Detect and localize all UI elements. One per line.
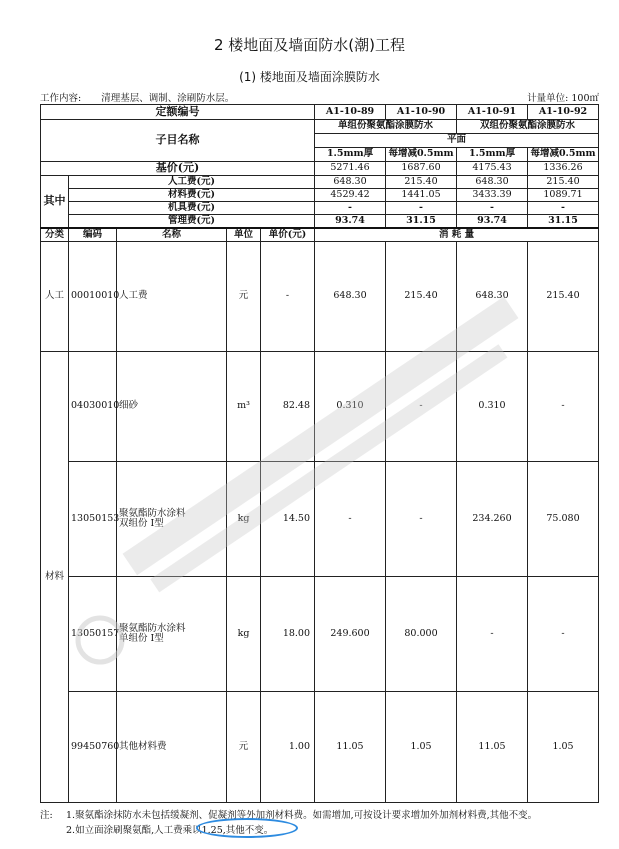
plane-label: 平面 [315,134,599,148]
thickness-label: 每增减0.5mm [386,148,457,162]
table-row [41,577,599,692]
row-unit: kg [227,462,261,577]
quota-table [40,104,599,803]
row-value: 1.05 [528,692,599,803]
row-name [117,462,227,577]
row-value: 215.40 [528,242,599,352]
machine-cost-label: 机具费(元) [69,202,315,215]
thickness-label: 1.5mm厚 [457,148,528,162]
row-price: - [261,242,315,352]
row-name: 其他材料费 [117,692,227,803]
row-value: 215.40 [386,242,457,352]
item-name-label: 子目名称 [41,120,315,162]
management-cost: 31.15 [528,215,599,228]
row-value: 11.05 [315,692,386,803]
section-subtitle: (1) 楼地面及墙面涂膜防水 [239,70,380,84]
quota-code: A1-10-91 [457,105,528,120]
labor-cost: 648.30 [457,176,528,189]
row-name-line: 聚氨酯防水涂料 [119,507,186,519]
row-price: 82.48 [261,352,315,462]
machine-cost: - [457,202,528,215]
thickness-label: 每增减0.5mm [528,148,599,162]
row-value: - [386,352,457,462]
row-name: 细砂 [117,352,227,462]
notes-label: 注: [40,810,53,821]
col-unit: 单位 [227,228,261,242]
management-cost-label: 管理费(元) [69,215,315,228]
work-content-label: 工作内容: [40,93,82,104]
annotation-ellipse [196,818,298,838]
work-content-value: 清理基层、调制、涂刷防水层。 [101,93,235,104]
material-cost-label: 材料费(元) [69,189,315,202]
table-row [41,462,599,577]
row-value: 0.310 [457,352,528,462]
labor-cost: 215.40 [386,176,457,189]
row-code: 13050153 [69,462,117,577]
material-cost: 4529.42 [315,189,386,202]
base-price: 1336.26 [528,162,599,176]
category-material: 材料 [41,352,69,803]
col-consumption: 消 耗 量 [315,228,599,242]
base-price: 4175.43 [457,162,528,176]
table-row [41,352,599,462]
category-labor: 人工 [41,242,69,352]
base-price: 1687.60 [386,162,457,176]
base-price-label: 基价(元) [41,162,315,176]
labor-cost: 215.40 [528,176,599,189]
row-unit: 元 [227,692,261,803]
row-name-spec: 单组份 I型 [119,633,164,644]
row-value: - [457,577,528,692]
row-value: 11.05 [457,692,528,803]
row-value: - [528,352,599,462]
row-code: 99450760 [69,692,117,803]
note-text: 2.如立面涂刷聚氨酯,人工费乘以1.25,其他不变。 [66,825,274,836]
row-value: 648.30 [315,242,386,352]
machine-cost: - [528,202,599,215]
quota-code: A1-10-92 [528,105,599,120]
table-row [41,242,599,352]
page-title: 2 楼地面及墙面防水(潮)工程 [213,36,406,54]
management-cost: 31.15 [386,215,457,228]
note-text: 1.聚氨酯涂抹防水未包括缓凝剂、促凝剂等外加剂材料费。如需增加,可按设计要求增加外加剂材料费,其他不变。 [66,810,538,821]
row-name-line: 聚氨酯防水涂料 [119,622,186,634]
row-unit: m³ [227,352,261,462]
row-code: 04030010 [69,352,117,462]
row-value: 75.080 [528,462,599,577]
row-value: 249.600 [315,577,386,692]
row-value: 1.05 [386,692,457,803]
row-unit: 元 [227,242,261,352]
row-price: 1.00 [261,692,315,803]
material-cost: 1441.05 [386,189,457,202]
material-cost: 1089.71 [528,189,599,202]
work-content [40,90,234,104]
row-value: - [315,462,386,577]
base-price: 5271.46 [315,162,386,176]
row-value: - [528,577,599,692]
material-cost: 3433.39 [457,189,528,202]
table-row [41,692,599,803]
row-code: 00010010 [69,242,117,352]
group-two-component: 双组份聚氨酯涂膜防水 [457,120,599,134]
management-cost: 93.74 [457,215,528,228]
row-name: 人工费 [117,242,227,352]
col-code: 编码 [69,228,117,242]
row-unit: kg [227,577,261,692]
row-price: 18.00 [261,577,315,692]
machine-cost: - [315,202,386,215]
row-value: 648.30 [457,242,528,352]
group-single-component: 单组份聚氨酯涂膜防水 [315,120,457,134]
code-label: 定额编号 [41,105,315,120]
note-line [40,808,537,823]
col-category: 分类 [41,228,69,242]
thickness-label: 1.5mm厚 [315,148,386,162]
among-label: 其中 [41,176,69,228]
quota-code: A1-10-89 [315,105,386,120]
row-value: 80.000 [386,577,457,692]
labor-cost: 648.30 [315,176,386,189]
machine-cost: - [386,202,457,215]
row-value: 0.310 [315,352,386,462]
col-price: 单价(元) [261,228,315,242]
row-name-spec: 双组份 I型 [119,518,164,529]
row-name [117,577,227,692]
management-cost: 93.74 [315,215,386,228]
measurement-unit: 计量单位: 100㎡ [527,93,599,104]
labor-cost-label: 人工费(元) [69,176,315,189]
quota-code: A1-10-90 [386,105,457,120]
row-price: 14.50 [261,462,315,577]
row-code: 13050157 [69,577,117,692]
col-name: 名称 [117,228,227,242]
row-value: 234.260 [457,462,528,577]
row-value: - [386,462,457,577]
